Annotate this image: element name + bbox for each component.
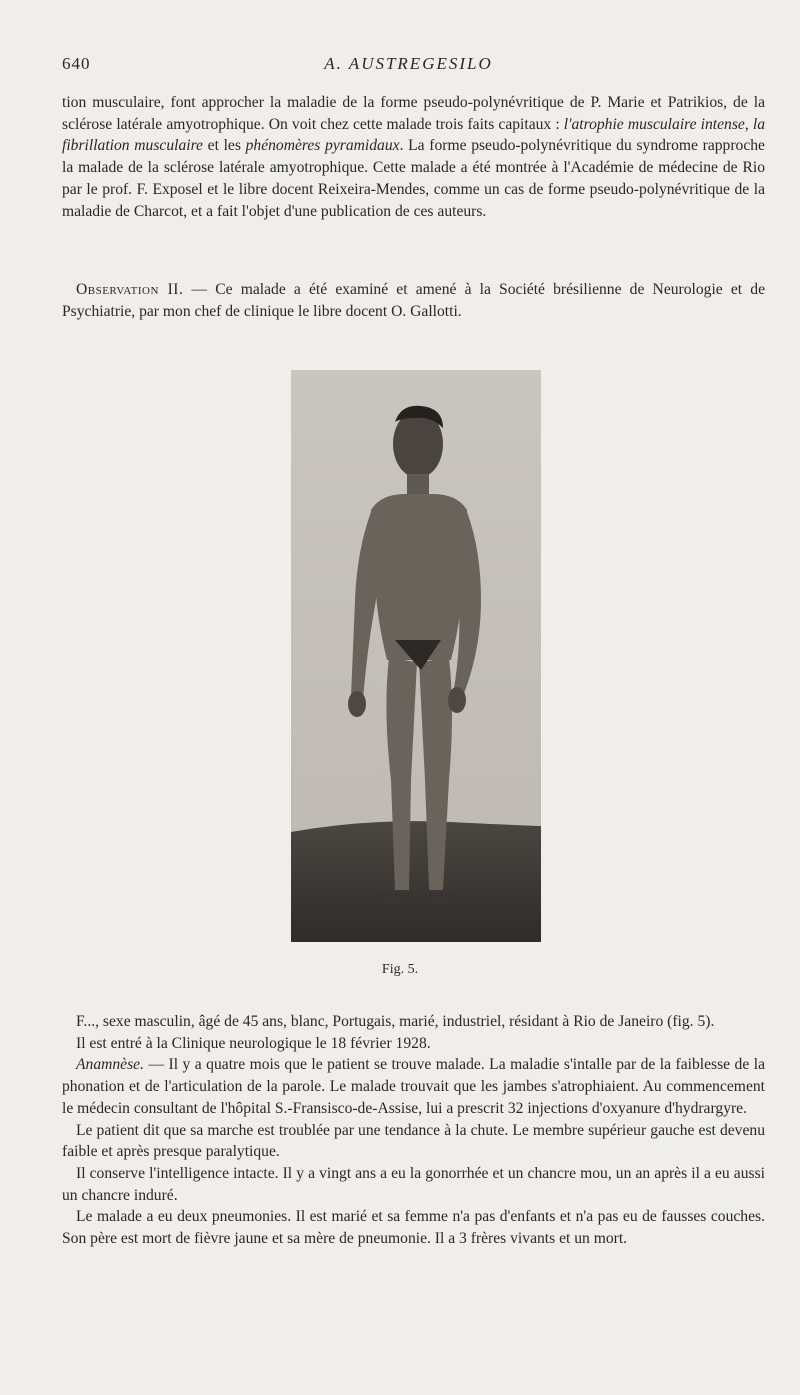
paragraph-history: Il conserve l'intelligence intacte. Il y a vingt ans a eu la gonorrhée et un chancre mou, un an après il a eu aussi un chancre induré. [62, 1164, 765, 1204]
page-header [62, 54, 755, 78]
paragraph-gait: Le patient dit que sa marche est troublée par une tendance à la chute. Le membre supérieur gauche est devenu faible et après presque paralytique. [62, 1121, 765, 1161]
body-text-top [62, 92, 765, 222]
paragraph-continuation: tion musculaire, font approcher la maladie de la forme pseudo-polynévritique de P. Marie et Patrikios, de la sclérose latérale amyotrophique. On voit chez cette malade trois faits capitaux : l'atrophie musculaire intense, la fibrillation musculaire et les phénomères pyramidaux. La forme pseudo-polynévritique du syndrome rapproche la malade de la sclérose latérale amyotrophique. Cette malade a été montrée à l'Académie de médecine de Rio par le prof. F. Exposel et le libre docent Reixeira-Mendes, comme un cas de forme pseudo-polynévritique de la maladie de Charcot, et a fait l'objet d'une publication de ces auteurs. [62, 94, 765, 220]
body-text-bottom [62, 1011, 765, 1250]
page-number: 640 [62, 54, 91, 73]
observation-paragraph [62, 279, 765, 322]
photograph-image [291, 370, 541, 942]
emphasis-phenomenes: phénomères pyramidaux [245, 137, 400, 155]
paragraph-admission: Il est entré à la Clinique neurologique le 18 février 1928. [76, 1034, 431, 1052]
running-title: A. AUSTREGESILO [324, 54, 493, 73]
paragraph-patient-identity: F..., sexe masculin, âgé de 45 ans, blanc, Portugais, marié, industriel, résidant à Rio de Janeiro (fig. 5). [76, 1013, 715, 1030]
patient-photograph [291, 370, 541, 942]
observation-label: Observation II. [76, 281, 184, 298]
paragraph-anamnesis [62, 1054, 765, 1119]
figure-caption: Fig. 5. [381, 962, 419, 977]
emphasis-fibrillation: la fibrillation musculaire [62, 115, 765, 155]
emphasis-atrophie: l'atrophie musculaire intense [563, 115, 745, 133]
observation-text: — Ce malade a été examiné et amené à la Société brésilienne de Neurologie et de Psychiatrie, par mon chef de clinique le libre docent O. Gallotti. [62, 281, 765, 320]
paragraph-family: Le malade a eu deux pneumonies. Il est marié et sa femme n'a pas d'enfants et n'a pas eu de fausses couches. Son père est mort de fièvre jaune et sa mère de pneumonie. Il a 3 frères vivants et un mort. [62, 1208, 765, 1248]
anamnesis-text: — Il y a quatre mois que le patient se trouve malade. La maladie s'intalle par de la faiblesse de la phonation et de l'articulation de la parole. Le malade trouvait que les jambes s'atrophiaient. Au commencement le médecin consultant de l'hôpital S.-Fransisco-de-Assise, lui a prescrit 32 injections d'oxyanure d'hydrargyre. [62, 1056, 765, 1117]
observation-block [62, 279, 765, 322]
photo-ground [291, 821, 541, 942]
anamnesis-label: Anamnèse. [76, 1056, 144, 1074]
